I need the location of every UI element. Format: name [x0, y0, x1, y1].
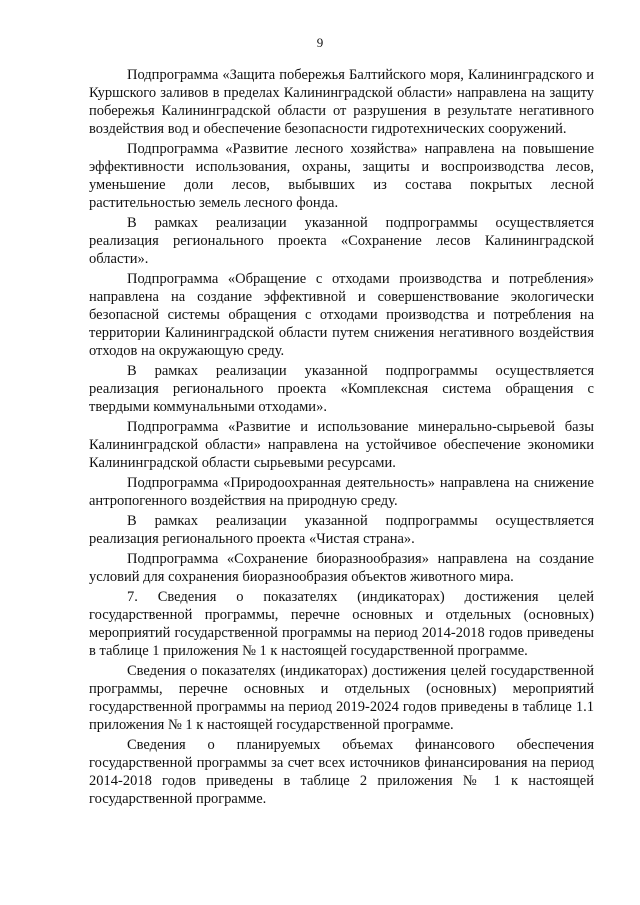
- paragraph-forestry-subprogram: Подпрограмма «Развитие лесного хозяйства» направлена на повышение эффективности использования, охраны, защиты и воспроизводства лесов, уменьшение доли лесов, выбывших из состава покрытых лесной растительностью земель лесного фонда.: [89, 141, 594, 211]
- paragraph-table-1-1: Сведения о показателях (индикаторах) достижения целей государственной программы, перечне основных и отдельных (основных) мероприятий государственной программы на период 2019-2024 годов приведены в таблице 1.1 приложения № 1 к настоящей государственной программе.: [89, 663, 594, 733]
- paragraph-forest-project: В рамках реализации указанной подпрограммы осуществляется реализация регионального проекта «Сохранение лесов Калининградской области».: [89, 215, 594, 267]
- paragraph-waste-project: В рамках реализации указанной подпрограммы осуществляется реализация регионального проекта «Комплексная система обращения с твердыми коммунальными отходами».: [89, 363, 594, 415]
- paragraph-baltic-coast-subprogram: Подпрограмма «Защита побережья Балтийского моря, Калининградского и Куршского заливов в пределах Калининградской области» направлена на защиту побережья Калининградской области от разрушения в результате негативного воздействия вод и обеспечение безопасности гидротехнических сооружений.: [89, 67, 594, 137]
- paragraph-table-2-funding: Сведения о планируемых объемах финансового обеспечения государственной программы за счет всех источников финансирования на период 2014-2018 годов приведены в таблице 2 приложения № 1 к настоящей государственной программе.: [89, 737, 594, 807]
- paragraph-waste-subprogram: Подпрограмма «Обращение с отходами производства и потребления» направлена на создание эффективной и совершенствование экологически безопасной системы обращения с отходами производства и потребления на территории Калининградской области путем снижения негативного воздействия отходов на окружающую среду.: [89, 271, 594, 359]
- paragraph-clean-country-project: В рамках реализации указанной подпрограммы осуществляется реализация регионального проекта «Чистая страна».: [89, 513, 594, 547]
- paragraph-environmental-subprogram: Подпрограмма «Природоохранная деятельность» направлена на снижение антропогенного воздействия на природную среду.: [89, 475, 594, 509]
- paragraph-mineral-subprogram: Подпрограмма «Развитие и использование минерально-сырьевой базы Калининградской области» направлена на устойчивое обеспечение экономики Калининградской области сырьевыми ресурсами.: [89, 419, 594, 471]
- page-number: 9: [316, 35, 324, 50]
- paragraph-section-7-table-1: 7. Сведения о показателях (индикаторах) достижения целей государственной программы, перечне основных и отдельных (основных) мероприятий государственной программы на период 2014-2018 годов приведены в таблице 1 приложения № 1 к настоящей государственной программе.: [89, 589, 594, 659]
- paragraph-biodiversity-subprogram: Подпрограмма «Сохранение биоразнообразия» направлена на создание условий для сохранения биоразнообразия объектов животного мира.: [89, 551, 594, 585]
- document-body: [89, 66, 594, 810]
